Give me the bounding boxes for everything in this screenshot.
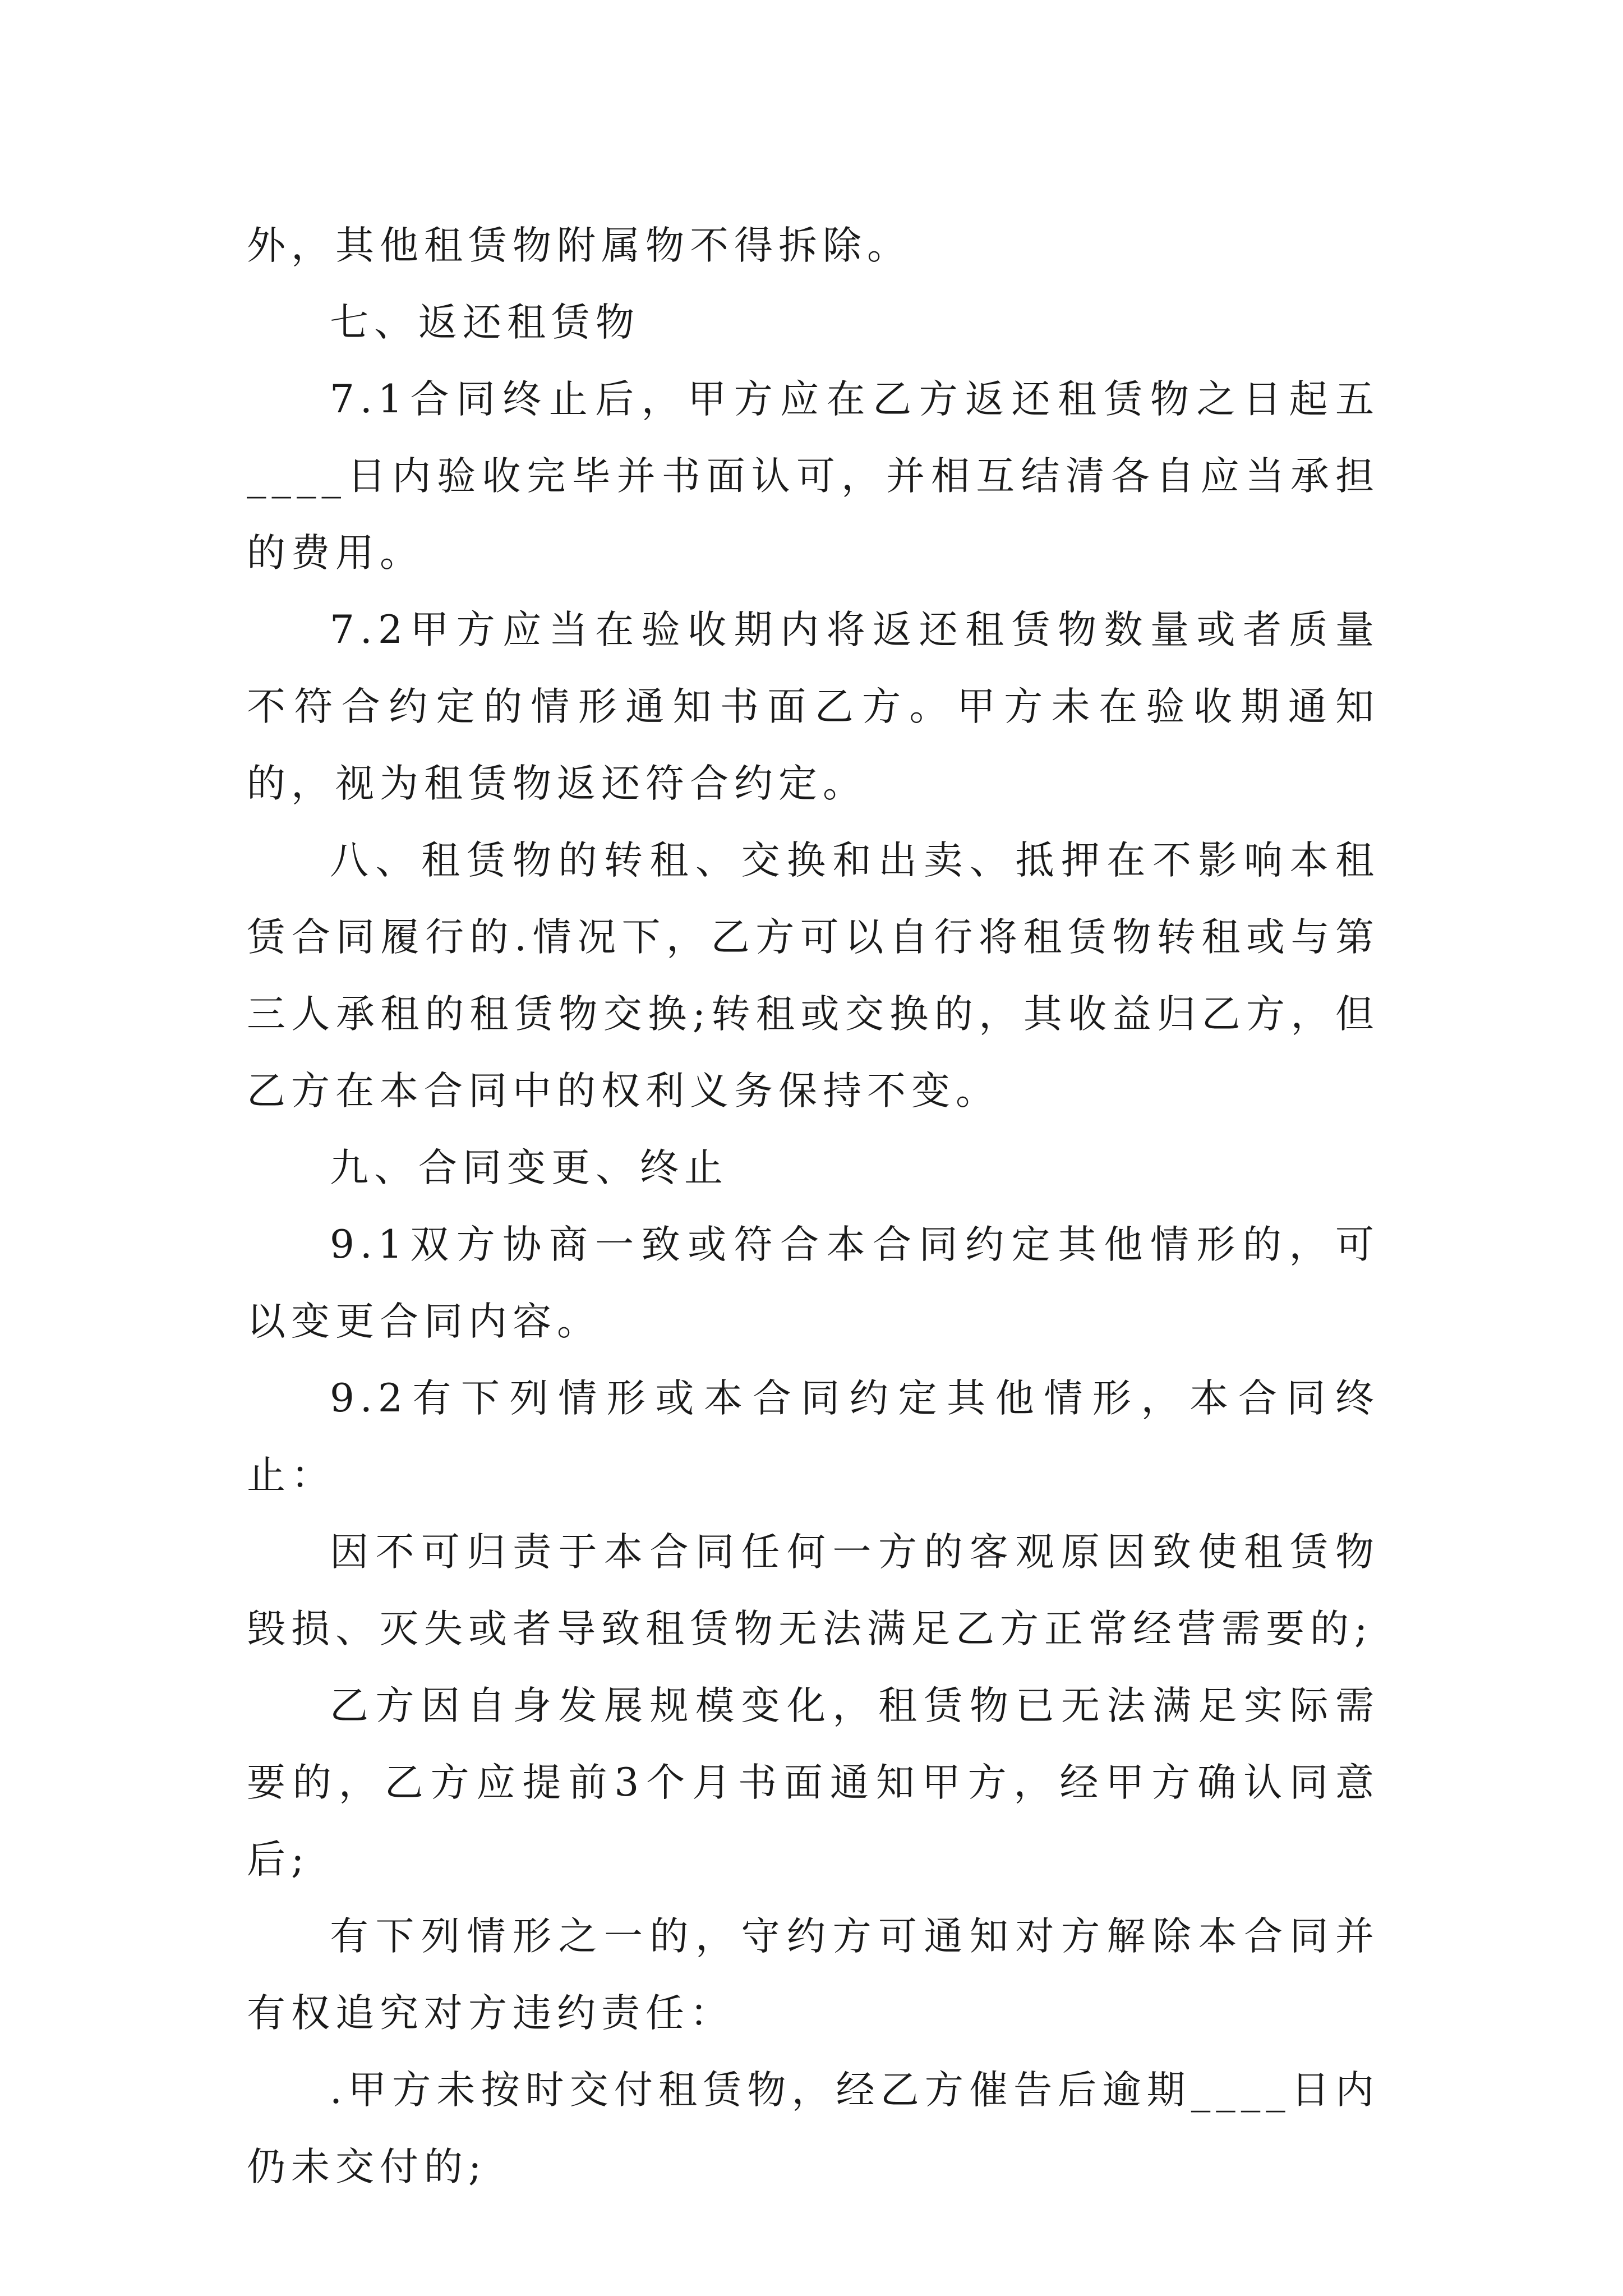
section-heading-7: 七、返还租赁物	[330, 300, 640, 345]
clause-7-2: 7.2甲方应当在验收期内将返还租赁物数量或者质量不符合约定的情形通知书面乙方。甲方未在验收期通知的，视为租赁物返还符合约定。	[247, 608, 1380, 806]
clause-termination-right: 有下列情形之一的，守约方可通知对方解除本合同并有权追究对方违约责任：	[247, 1914, 1380, 2036]
clause-termination-item-1: .甲方未按时交付租赁物，经乙方催告后逾期____日内仍未交付的;	[247, 2068, 1380, 2189]
clause-9-2: 9.2有下列情形或本合同约定其他情形，本合同终止：	[247, 1376, 1380, 1498]
clause-9-2-item-1: 因不可归责于本合同任何一方的客观原因致使租赁物毁损、灭失或者导致租赁物无法满足乙方正常经营需要的;	[247, 1530, 1380, 1651]
section-8: 八、租赁物的转租、交换和出卖、抵押在不影响本租赁合同履行的.情况下，乙方可以自行将租赁物转租或与第三人承租的租赁物交换;转租或交换的，其收益归乙方，但乙方在本合同中的权利义务保持不变。	[247, 838, 1380, 1114]
clause-7-1: 7.1合同终止后，甲方应在乙方返还租赁物之日起五____日内验收完毕并书面认可，并相互结清各自应当承担的费用。	[247, 377, 1380, 576]
clause-9-1: 9.1双方协商一致或符合本合同约定其他情形的，可以变更合同内容。	[247, 1222, 1380, 1344]
document-body	[247, 208, 1380, 2206]
clause-9-2-item-2: 乙方因自身发展规模变化，租赁物已无法满足实际需要的，乙方应提前3个月书面通知甲方，经甲方确认同意后;	[247, 1683, 1380, 1882]
section-heading-9: 九、合同变更、终止	[330, 1145, 728, 1190]
paragraph-1: 外，其他租赁物附属物不得拆除。	[247, 223, 911, 268]
